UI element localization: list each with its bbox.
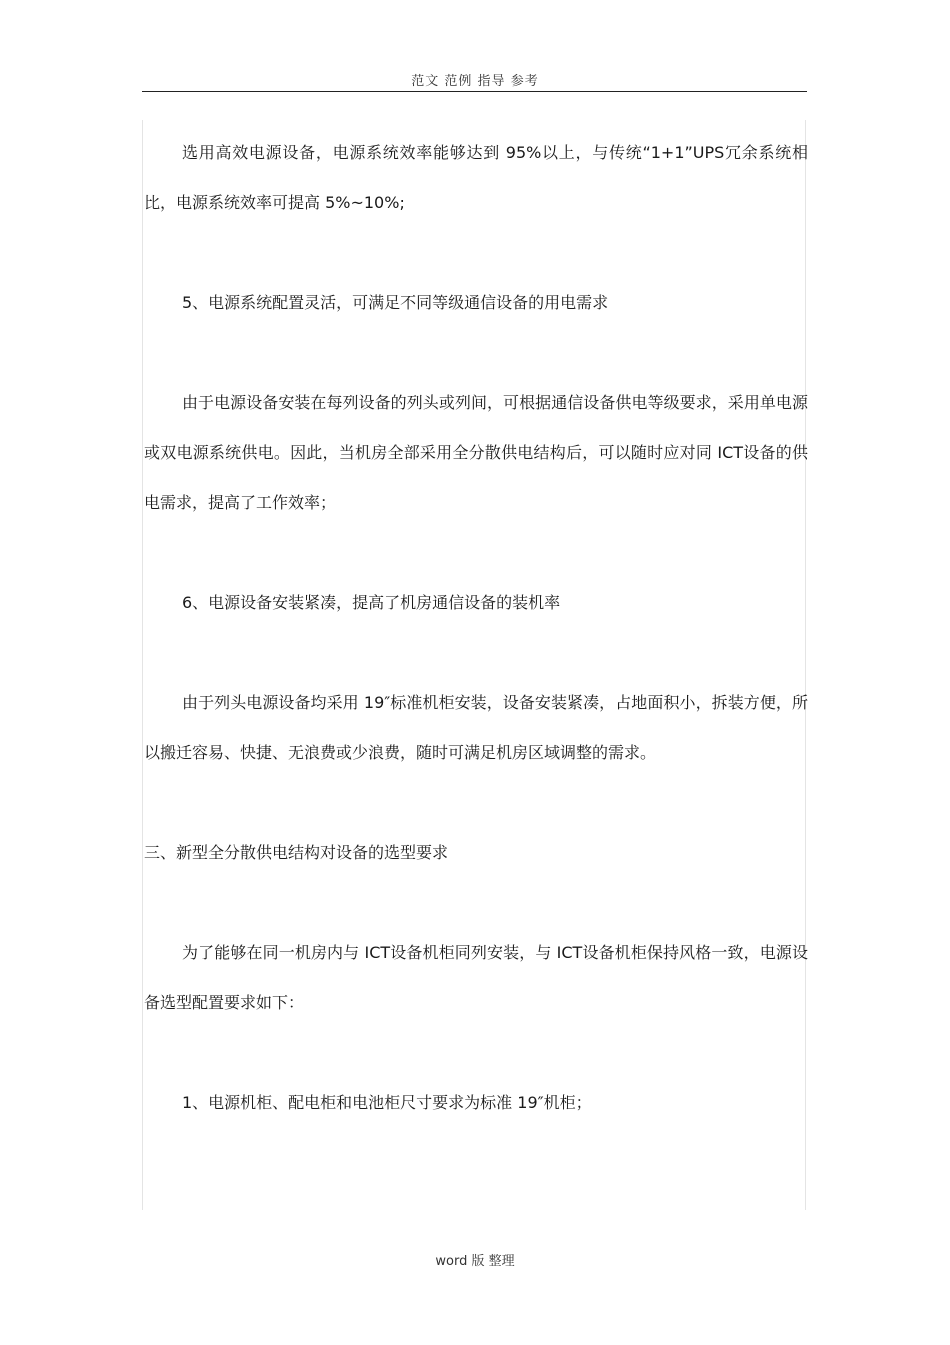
heading-item-6: 6、电源设备安装紧凑，提高了机房通信设备的装机率 <box>182 593 561 612</box>
section-heading-3: 三、新型全分散供电结构对设备的选型要求 <box>144 843 449 862</box>
paragraph-efficiency: 选用高效电源设备，电源系统效率能够达到 95%以上，与传统“1+1”UPS冗余系统相比，电源系统效率可提高 5%~10%; <box>144 143 808 212</box>
list-item-1: 1、电源机柜、配电柜和电池柜尺寸要求为标准 19″机柜； <box>182 1093 592 1112</box>
page-footer: word 版 整理 <box>435 1254 515 1269</box>
document-body <box>144 128 808 1128</box>
header-divider <box>142 91 807 92</box>
heading-item-5: 5、电源系统配置灵活，可满足不同等级通信设备的用电需求 <box>182 293 609 312</box>
page-header: 范文 范例 指导 参考 <box>411 74 539 89</box>
paragraph-selection: 为了能够在同一机房内与 ICT设备机柜同列安装，与 ICT设备机柜保持风格一致，电源设备选型配置要求如下： <box>144 943 808 1012</box>
paragraph-flexibility: 由于电源设备安装在每列设备的列头或列间，可根据通信设备供电等级要求，采用单电源或双电源系统供电。因此，当机房全部采用全分散供电结构后，可以随时应对同 ICT设备的供电需求，提高了工作效率； <box>144 393 808 512</box>
paragraph-compact: 由于列头电源设备均采用 19″标准机柜安装，设备安装紧凑，占地面积小，拆装方便，所以搬迁容易、快捷、无浪费或少浪费，随时可满足机房区域调整的需求。 <box>144 693 808 762</box>
